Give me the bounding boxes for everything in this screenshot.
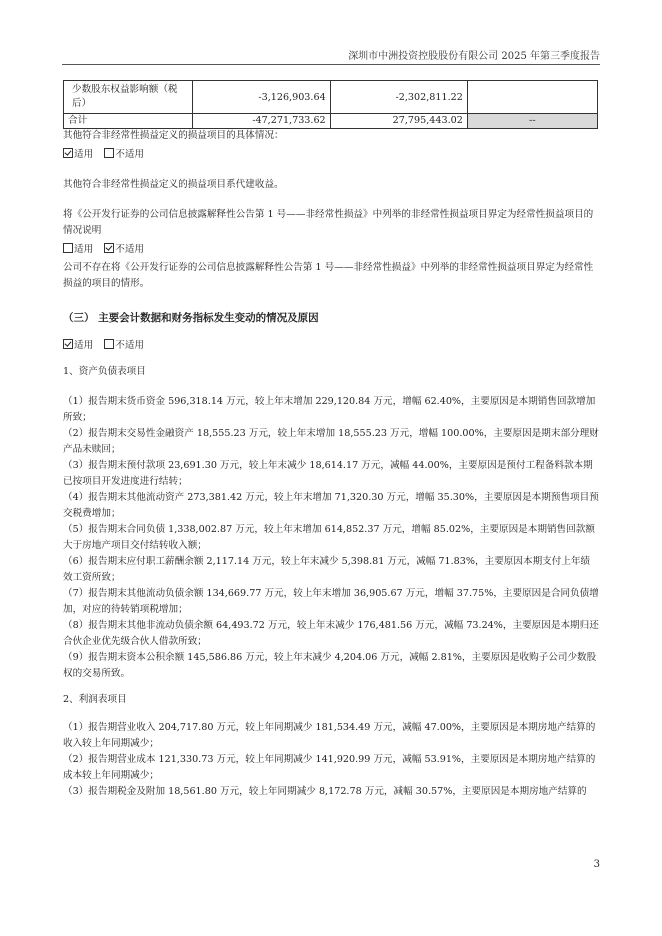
balance-sheet-heading: 1、资产负债表项目 (63, 366, 146, 377)
checked-box-icon (63, 148, 73, 158)
table-cell-label: 合计 (64, 114, 193, 129)
table-cell-note: -- (467, 114, 597, 129)
report-header: 深圳市中洲投资控股股份有限公司 2025 年第三季度报告 (348, 51, 600, 62)
checked-box-icon (104, 243, 114, 253)
rule-note: 将《公开发行证券的公司信息披露解释性公告第 1 号——非经常性损益》中列举的非经常性损益项目界定为经常性损益项目的情况说明 (63, 209, 594, 236)
list-item: （3）报告期税金及附加 18,561.80 万元，较上年同期减少 8,172.78 万元，减幅 30.57%，主要原因是本期房地产结算的 (63, 786, 587, 797)
checked-box-icon (63, 339, 73, 349)
table-cell-label: 少数股东权益影响额（税后） (64, 81, 193, 114)
list-item: （8）报告期末其他非流动负债余额 64,493.72 万元，较上年末减少 176,481.56 万元，减幅 73.24%，主要原因是本期归还合伙企业优先级合伙人借款所致； (63, 620, 599, 647)
table-row (64, 81, 598, 114)
list-item: （2）报告期营业成本 121,330.73 万元，较上年同期减少 141,920.99 万元，减幅 53.91%，主要原因是本期房地产结算的成本较上年同期减少； (63, 754, 596, 781)
income-statement-heading: 2、利润表项目 (63, 694, 127, 705)
other-items-intro: 其他符合非经常性损益定义的损益项目的具体情况： (63, 130, 284, 141)
unchecked-box-icon (63, 243, 73, 253)
list-item: （2）报告期末交易性金融资产 18,555.23 万元，较上年末增加 18,555.23 万元，增幅 100.00%，主要原因是期末部分理财产品未赎回； (63, 428, 599, 455)
list-item: （6）报告期末应付职工薪酬余额 2,117.14 万元，较上年末减少 5,398.81 万元，减幅 71.83%，主要原因本期支付上年绩效工资所致； (63, 556, 591, 583)
non-recurring-table (63, 80, 598, 129)
list-item: （1）报告期营业收入 204,717.80 万元，较上年同期减少 181,534.49 万元，减幅 47.00%，主要原因是本期房地产结算的收入较上年同期减少； (63, 722, 596, 749)
list-item: （3）报告期末预付款项 23,691.30 万元，较上年末减少 18,614.17 万元，减幅 44.00%，主要原因是预付工程备料款本期已按项目开发进度进行结转； (63, 460, 593, 487)
rule-description: 公司不存在将《公开发行证券的公司信息披露解释性公告第 1 号——非经常性损益》中列举的非经常性损益项目界定为经常性损益的项目的情形。 (63, 262, 594, 289)
other-items-description: 其他符合非经常性损益定义的损益项目系代建收益。 (63, 179, 284, 190)
applicability-options-2: 适用 不适用 (63, 242, 599, 258)
list-item: （5）报告期末合同负债 1,338,002.87 万元，较上年末增加 614,852.37 万元，增幅 85.02%，主要原因是本期销售回款额大于房地产项目交付结转收入额； (63, 524, 595, 551)
list-item: （4）报告期末其他流动资产 273,381.42 万元，较上年末增加 71,320.30 万元，增幅 35.30%，主要原因是本期预售项目预交税费增加； (63, 492, 599, 519)
applicability-options-3: 适用 不适用 (63, 338, 599, 354)
balance-sheet-list (63, 394, 599, 682)
table-cell-note (467, 81, 597, 114)
header-divider (62, 64, 600, 65)
table-cell-ytd: 27,795,443.02 (330, 114, 467, 129)
table-row-total (64, 114, 598, 129)
table-cell-ytd: -2,302,811.22 (330, 81, 467, 114)
table-cell-current: -3,126,903.64 (193, 81, 330, 114)
section-3-title: （三） 主要会计数据和财务指标发生变动的情况及原因 (63, 312, 319, 324)
document-body (63, 128, 599, 800)
unchecked-box-icon (104, 339, 114, 349)
table-cell-current: -47,271,733.62 (193, 114, 330, 129)
list-item: （9）报告期末资本公积余额 145,586.86 万元，较上年末减少 4,204.06 万元，减幅 2.81%，主要原因是收购子公司少数股权的交易所致。 (63, 652, 597, 679)
unchecked-box-icon (104, 148, 114, 158)
applicability-options-1: 适用 不适用 (63, 147, 599, 163)
list-item: （7）报告期末其他流动负债余额 134,669.77 万元，较上年末增加 36,905.67 万元，增幅 37.75%，主要原因是合同负债增加，对应的待转销项税增加； (63, 588, 599, 615)
list-item: （1）报告期末货币资金 596,318.14 万元，较上年末增加 229,120.84 万元，增幅 62.40%，主要原因是本期销售回款增加所致； (63, 396, 596, 423)
income-statement-list (63, 720, 599, 800)
page-number: 3 (593, 859, 600, 870)
